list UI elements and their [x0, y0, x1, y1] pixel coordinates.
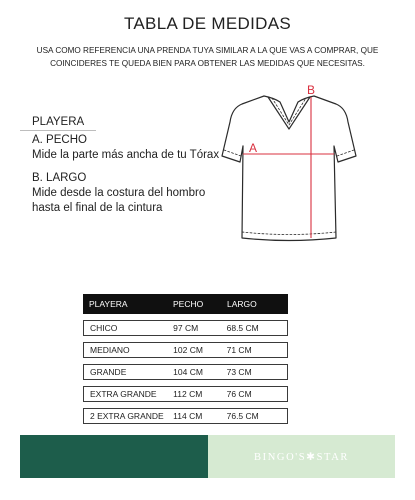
- cell-chest: 102 CM: [173, 345, 203, 355]
- cell-size: MEDIANO: [90, 345, 130, 355]
- cell-chest: 104 CM: [173, 367, 203, 377]
- section-label: PLAYERA: [32, 116, 85, 128]
- subtitle-line-1: USA COMO REFERENCIA UNA PRENDA TUYA SIMILAR A LA QUE VAS A COMPRAR, QUE: [36, 46, 379, 55]
- cell-length: 71 CM: [226, 345, 252, 355]
- measure-b-line-1: Mide desde la costura del hombro: [32, 187, 206, 199]
- page-title: TABLA DE MEDIDAS: [124, 14, 291, 33]
- size-table: [83, 294, 288, 424]
- header-cell-size: PLAYERA: [89, 299, 128, 309]
- header-cell-chest: PECHO: [173, 299, 204, 309]
- cell-size: CHICO: [90, 323, 118, 333]
- measure-b-line-2: hasta el final de la cintura: [32, 202, 163, 214]
- measure-a-heading: A. PECHO: [32, 134, 87, 146]
- cell-length: 73 CM: [226, 367, 252, 377]
- page-subtitle: [24, 44, 391, 70]
- cell-size: GRANDE: [90, 367, 127, 377]
- cell-length: 76 CM: [226, 389, 252, 399]
- brand-logo: BINGO'S✱STAR: [254, 451, 349, 463]
- table-row: [83, 364, 288, 380]
- table-row: [83, 386, 288, 402]
- cell-chest: 114 CM: [173, 411, 203, 421]
- cell-size: 2 EXTRA GRANDE: [90, 411, 164, 421]
- cell-size: EXTRA GRANDE: [90, 389, 157, 399]
- tshirt-diagram: [214, 82, 364, 247]
- measure-a-description: [32, 148, 219, 163]
- measure-b-description: [32, 186, 205, 216]
- cell-length: 68.5 CM: [226, 323, 259, 333]
- table-row: [83, 342, 288, 358]
- table-row: [83, 320, 288, 336]
- header-cell-length: LARGO: [227, 299, 257, 309]
- cell-chest: 97 CM: [173, 323, 199, 333]
- table-row: [83, 408, 288, 424]
- measure-a-line-1: Mide la parte más ancha de tu Tórax: [32, 149, 220, 161]
- diagram-label-b: B: [307, 83, 316, 97]
- tshirt-outline: [222, 96, 356, 241]
- subtitle-line-2: COINCIDERES TE QUEDA BIEN PARA OBTENER LAS MEDIDAS QUE NECESITAS.: [50, 59, 365, 68]
- table-header: [83, 294, 288, 314]
- measure-b-heading: B. LARGO: [32, 172, 87, 184]
- section-divider: [20, 130, 96, 131]
- footer-band-dark: [20, 435, 208, 478]
- cell-length: 76.5 CM: [226, 411, 259, 421]
- cell-chest: 112 CM: [173, 389, 203, 399]
- diagram-label-a: A: [249, 141, 258, 155]
